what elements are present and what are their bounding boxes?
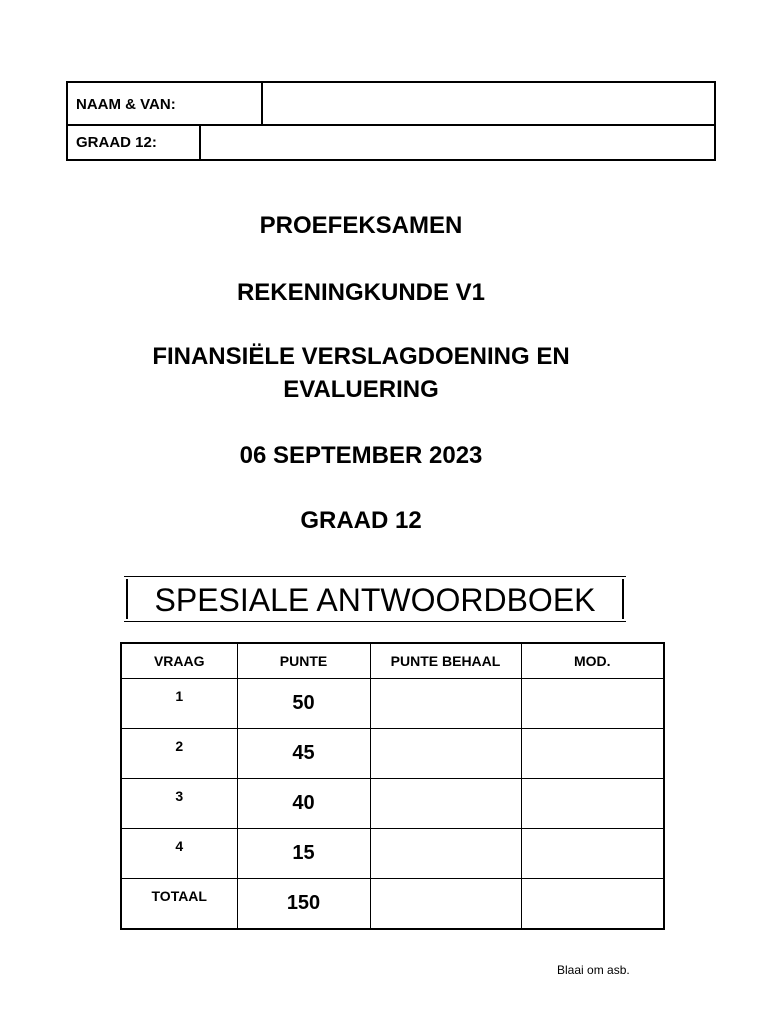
- question-number: 2: [121, 729, 237, 779]
- question-marks: 40: [237, 779, 370, 829]
- marks-achieved-cell[interactable]: [370, 829, 521, 879]
- answer-book-title-box: [124, 576, 626, 622]
- table-row: [121, 729, 664, 779]
- name-field[interactable]: [263, 83, 714, 124]
- question-number: 4: [121, 829, 237, 879]
- grade-field[interactable]: [201, 126, 714, 159]
- name-label: NAAM & VAN:: [76, 96, 176, 113]
- total-row: [121, 879, 664, 930]
- exam-date: 06 SEPTEMBER 2023: [239, 442, 483, 469]
- header-marks-achieved: PUNTE BEHAAL: [370, 643, 521, 679]
- answer-book-title: SPESIALE ANTWOORDBOEK: [154, 582, 596, 618]
- header-question: VRAAG: [121, 643, 237, 679]
- marks-achieved-cell[interactable]: [370, 729, 521, 779]
- student-identity-box: [66, 81, 716, 161]
- table-row: [121, 829, 664, 879]
- name-row: [68, 83, 714, 126]
- grade-label: GRAAD 12:: [76, 134, 157, 151]
- question-number: 3: [121, 779, 237, 829]
- turn-page-note: Blaai om asb.: [557, 963, 630, 977]
- total-moderation-cell[interactable]: [521, 879, 664, 930]
- total-achieved-cell[interactable]: [370, 879, 521, 930]
- question-number: 1: [121, 679, 237, 729]
- question-marks: 45: [237, 729, 370, 779]
- moderation-cell[interactable]: [521, 679, 664, 729]
- moderation-cell[interactable]: [521, 829, 664, 879]
- moderation-cell[interactable]: [521, 779, 664, 829]
- total-marks: 150: [237, 879, 370, 930]
- topic-heading-line1: FINANSIËLE VERSLAGDOENING EN: [152, 343, 570, 370]
- grade-row: [68, 126, 714, 159]
- question-marks: 15: [237, 829, 370, 879]
- total-label: TOTAAL: [121, 879, 237, 930]
- topic-heading-line2: EVALUERING: [283, 376, 439, 403]
- moderation-cell[interactable]: [521, 729, 664, 779]
- marks-achieved-cell[interactable]: [370, 779, 521, 829]
- grade-heading: GRAAD 12: [300, 507, 422, 534]
- exam-type-heading: PROEFEKSAMEN: [259, 212, 463, 239]
- marks-achieved-cell[interactable]: [370, 679, 521, 729]
- marks-table: [120, 642, 665, 930]
- header-moderation: MOD.: [521, 643, 664, 679]
- table-row: [121, 779, 664, 829]
- table-row: [121, 679, 664, 729]
- subject-heading: REKENINGKUNDE V1: [236, 279, 486, 306]
- header-marks: PUNTE: [237, 643, 370, 679]
- marks-table-header-row: [121, 643, 664, 679]
- question-marks: 50: [237, 679, 370, 729]
